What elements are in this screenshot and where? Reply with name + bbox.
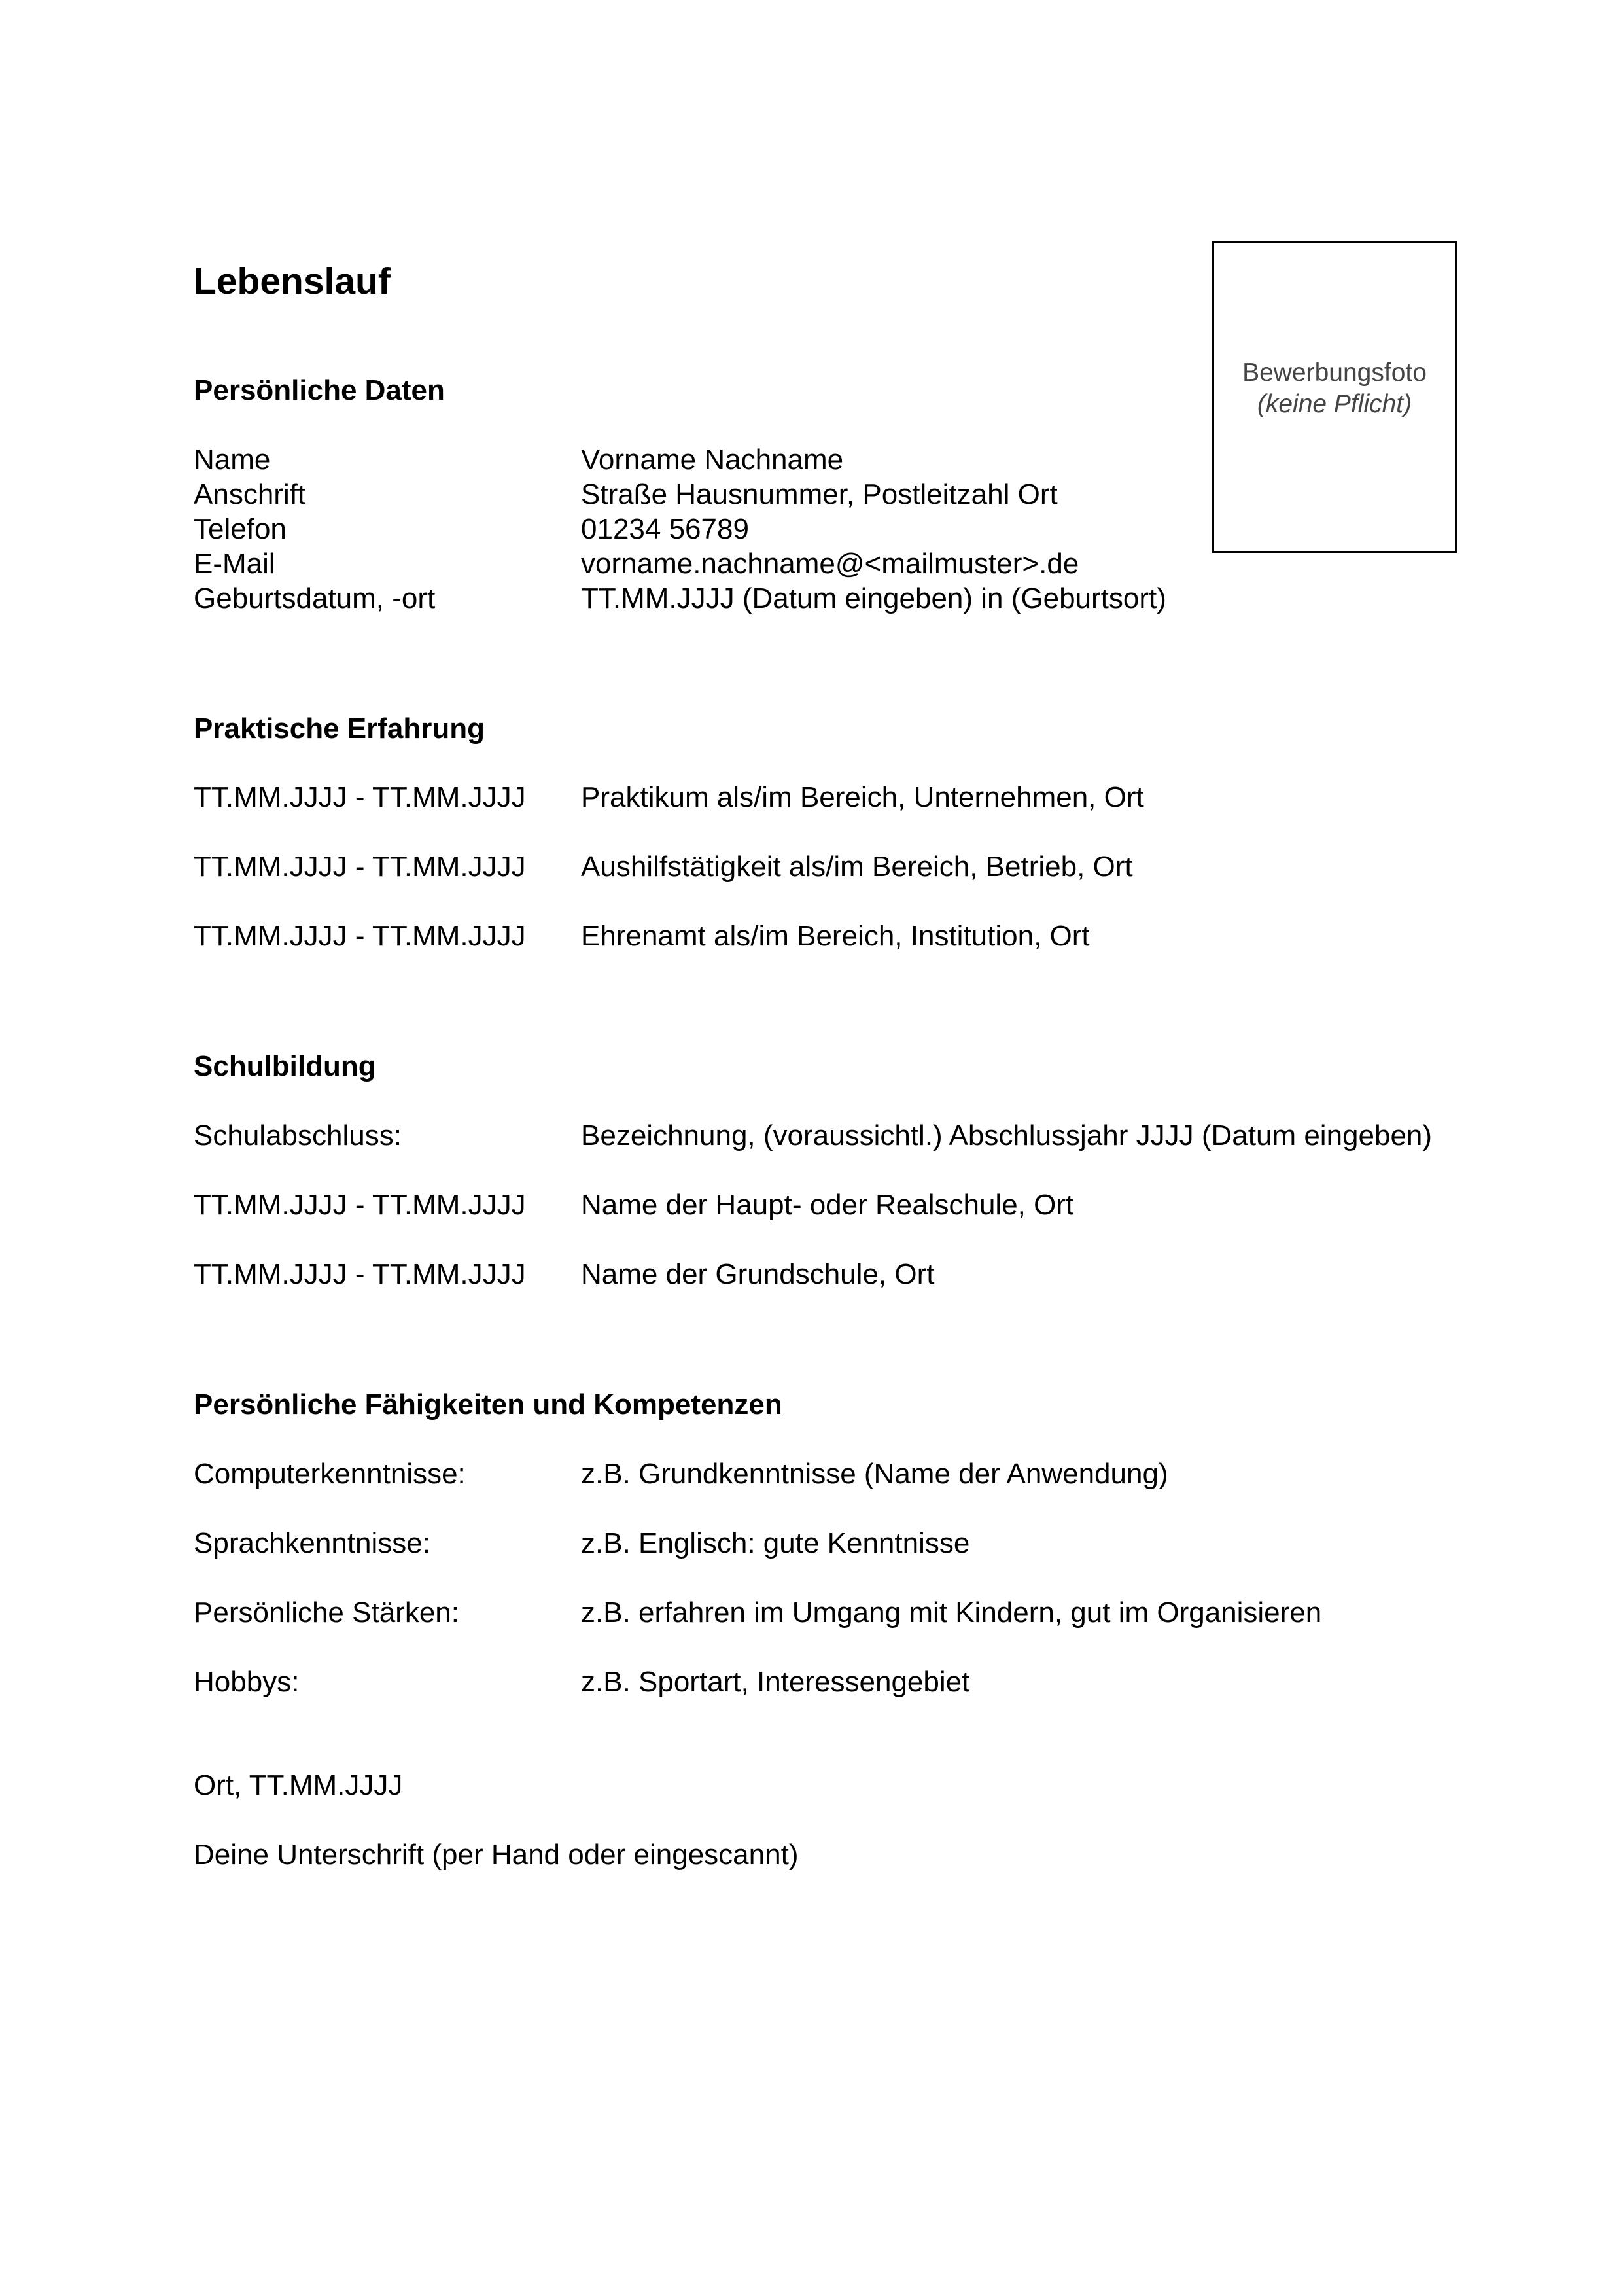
row-label: Geburtsdatum, -ort bbox=[194, 582, 436, 614]
photo-placeholder-label: Bewerbungsfoto bbox=[1242, 359, 1427, 387]
section-heading-school: Schulbildung bbox=[194, 1050, 376, 1082]
row-value: TT.MM.JJJJ (Datum eingeben) in (Geburtsort) bbox=[581, 582, 1166, 614]
row-value: Praktikum als/im Bereich, Unternehmen, Ort bbox=[581, 781, 1144, 813]
photo-placeholder bbox=[1212, 241, 1457, 553]
page-title: Lebenslauf bbox=[194, 260, 391, 302]
row-label: Hobbys: bbox=[194, 1666, 300, 1698]
row-value: Bezeichnung, (voraussichtl.) Abschlussjahr JJJJ (Datum eingeben) bbox=[581, 1120, 1433, 1152]
row-value: z.B. Englisch: gute Kenntnisse bbox=[581, 1527, 970, 1559]
row-value: Straße Hausnummer, Postleitzahl Ort bbox=[581, 478, 1058, 510]
row-value: z.B. Sportart, Interessengebiet bbox=[581, 1666, 970, 1698]
photo-placeholder-note: (keine Pflicht) bbox=[1257, 390, 1412, 418]
row-value: Name der Grundschule, Ort bbox=[581, 1258, 935, 1290]
row-value: Name der Haupt- oder Realschule, Ort bbox=[581, 1189, 1074, 1221]
row-label: Computerkenntnisse: bbox=[194, 1458, 466, 1490]
row-label: Anschrift bbox=[194, 478, 306, 510]
row-label: E-Mail bbox=[194, 548, 275, 580]
row-label: TT.MM.JJJJ - TT.MM.JJJJ bbox=[194, 851, 526, 883]
row-value: z.B. Grundkenntnisse (Name der Anwendung) bbox=[581, 1458, 1168, 1490]
row-value: 01234 56789 bbox=[581, 513, 749, 545]
row-label: TT.MM.JJJJ - TT.MM.JJJJ bbox=[194, 920, 526, 952]
section-heading-experience: Praktische Erfahrung bbox=[194, 713, 485, 745]
section-heading-personal: Persönliche Daten bbox=[194, 374, 445, 406]
place-date: Ort, TT.MM.JJJJ bbox=[194, 1769, 403, 1801]
row-label: Persönliche Stärken: bbox=[194, 1597, 459, 1629]
row-value: z.B. erfahren im Umgang mit Kindern, gut im Organisieren bbox=[581, 1597, 1322, 1629]
row-value: Vorname Nachname bbox=[581, 444, 844, 476]
row-label: TT.MM.JJJJ - TT.MM.JJJJ bbox=[194, 1189, 526, 1221]
row-label: Name bbox=[194, 444, 271, 476]
row-label: Sprachkenntnisse: bbox=[194, 1527, 430, 1559]
row-label: Telefon bbox=[194, 513, 287, 545]
section-heading-skills: Persönliche Fähigkeiten und Kompetenzen bbox=[194, 1388, 782, 1421]
row-label: TT.MM.JJJJ - TT.MM.JJJJ bbox=[194, 781, 526, 813]
row-label: Schulabschluss: bbox=[194, 1120, 402, 1152]
row-value: Aushilfstätigkeit als/im Bereich, Betrieb, Ort bbox=[581, 851, 1133, 883]
row-value: vorname.nachname@<mailmuster>.de bbox=[581, 548, 1079, 580]
signature-line: Deine Unterschrift (per Hand oder eingescannt) bbox=[194, 1839, 799, 1871]
row-label: TT.MM.JJJJ - TT.MM.JJJJ bbox=[194, 1258, 526, 1290]
row-value: Ehrenamt als/im Bereich, Institution, Ort bbox=[581, 920, 1090, 952]
